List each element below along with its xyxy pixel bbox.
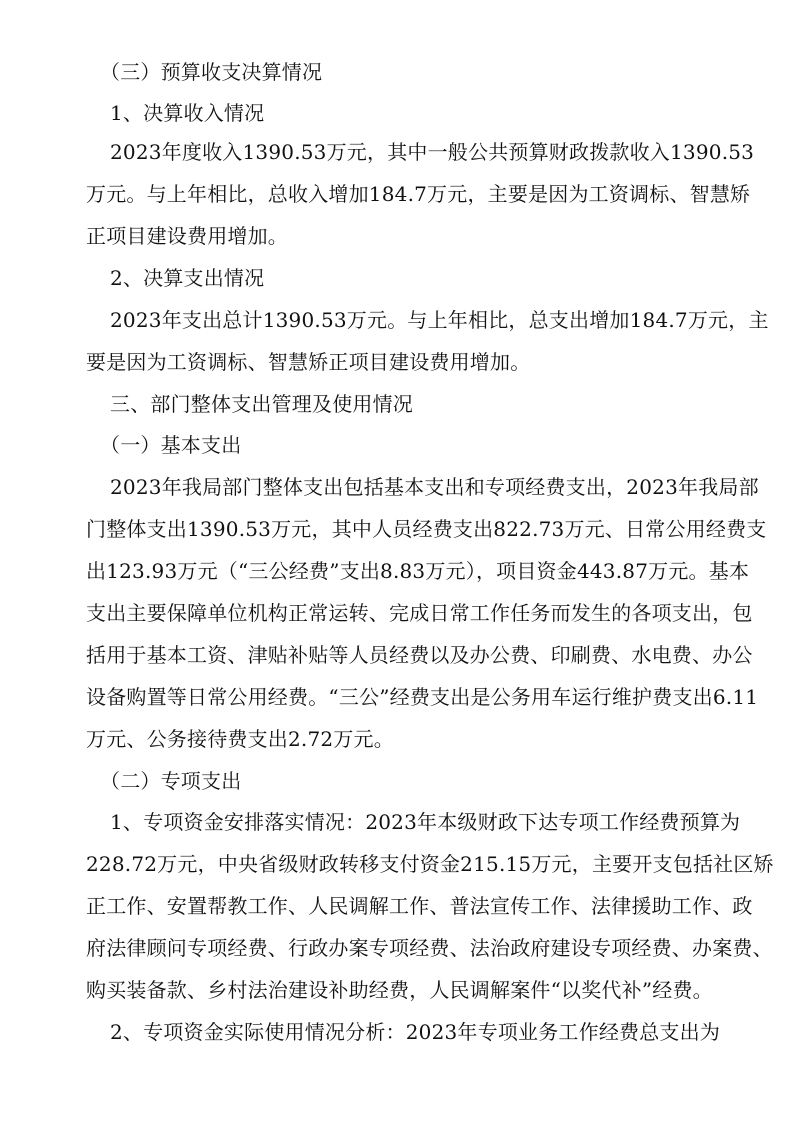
paragraph-line: 门整体支出1390.53万元，其中人员经费支出822.73万元、日常公用经费支 — [86, 517, 767, 541]
paragraph-line: 括用于基本工资、津贴补贴等人员经费以及办公费、印刷费、水电费、办公 — [86, 643, 753, 667]
section-heading-budget: （三）预算收支决算情况 — [100, 60, 323, 84]
subheading-expenditure: 2、决算支出情况 — [110, 266, 265, 290]
paragraph-line: 要是因为工资调标、智慧矫正项目建设费用增加。 — [86, 350, 531, 374]
subheading-special: （二）专项支出 — [100, 769, 242, 793]
paragraph-line: 正工作、安置帮教工作、人民调解工作、普法宣传工作、法律援助工作、政 — [86, 894, 753, 918]
subheading-basic: （一）基本支出 — [100, 433, 242, 457]
paragraph-line: 府法律顾问专项经费、行政办案专项经费、法治政府建设专项经费、办案费、 — [86, 936, 773, 960]
paragraph-line: 出123.93万元（“三公经费”支出8.83万元），项目资金443.87万元。基本 — [86, 559, 750, 583]
subheading-revenue: 1、决算收入情况 — [110, 101, 265, 125]
paragraph-line: 支出主要保障单位机构正常运转、完成日常工作任务而发生的各项支出，包 — [86, 601, 753, 625]
paragraph-line: 2、专项资金实际使用情况分析：2023年专项业务工作经费总支出为 — [110, 1020, 721, 1044]
paragraph-line: 2023年支出总计1390.53万元。与上年相比，总支出增加184.7万元，主 — [110, 308, 769, 332]
section-heading-overall: 三、部门整体支出管理及使用情况 — [110, 392, 413, 416]
paragraph-line: 1、专项资金安排落实情况：2023年本级财政下达专项工作经费预算为 — [110, 810, 741, 834]
paragraph-line: 设备购置等日常公用经费。“三公”经费支出是公务用车运行维护费支出6.11 — [86, 685, 759, 709]
paragraph-line: 2023年我局部门整体支出包括基本支出和专项经费支出，2023年我局部 — [110, 475, 759, 499]
paragraph-line: 2023年度收入1390.53万元，其中一般公共预算财政拨款收入1390.53 — [110, 140, 755, 164]
paragraph-line: 万元、公务接待费支出2.72万元。 — [86, 727, 394, 751]
paragraph-line: 万元。与上年相比，总收入增加184.7万元，主要是因为工资调标、智慧矫 — [86, 182, 751, 206]
paragraph-line: 正项目建设费用增加。 — [86, 224, 288, 248]
paragraph-line: 购买装备款、乡村法治建设补助经费，人民调解案件“以奖代补”经费。 — [86, 978, 713, 1002]
paragraph-line: 228.72万元，中央省级财政转移支付资金215.15万元，主要开支包括社区矫 — [86, 852, 774, 876]
